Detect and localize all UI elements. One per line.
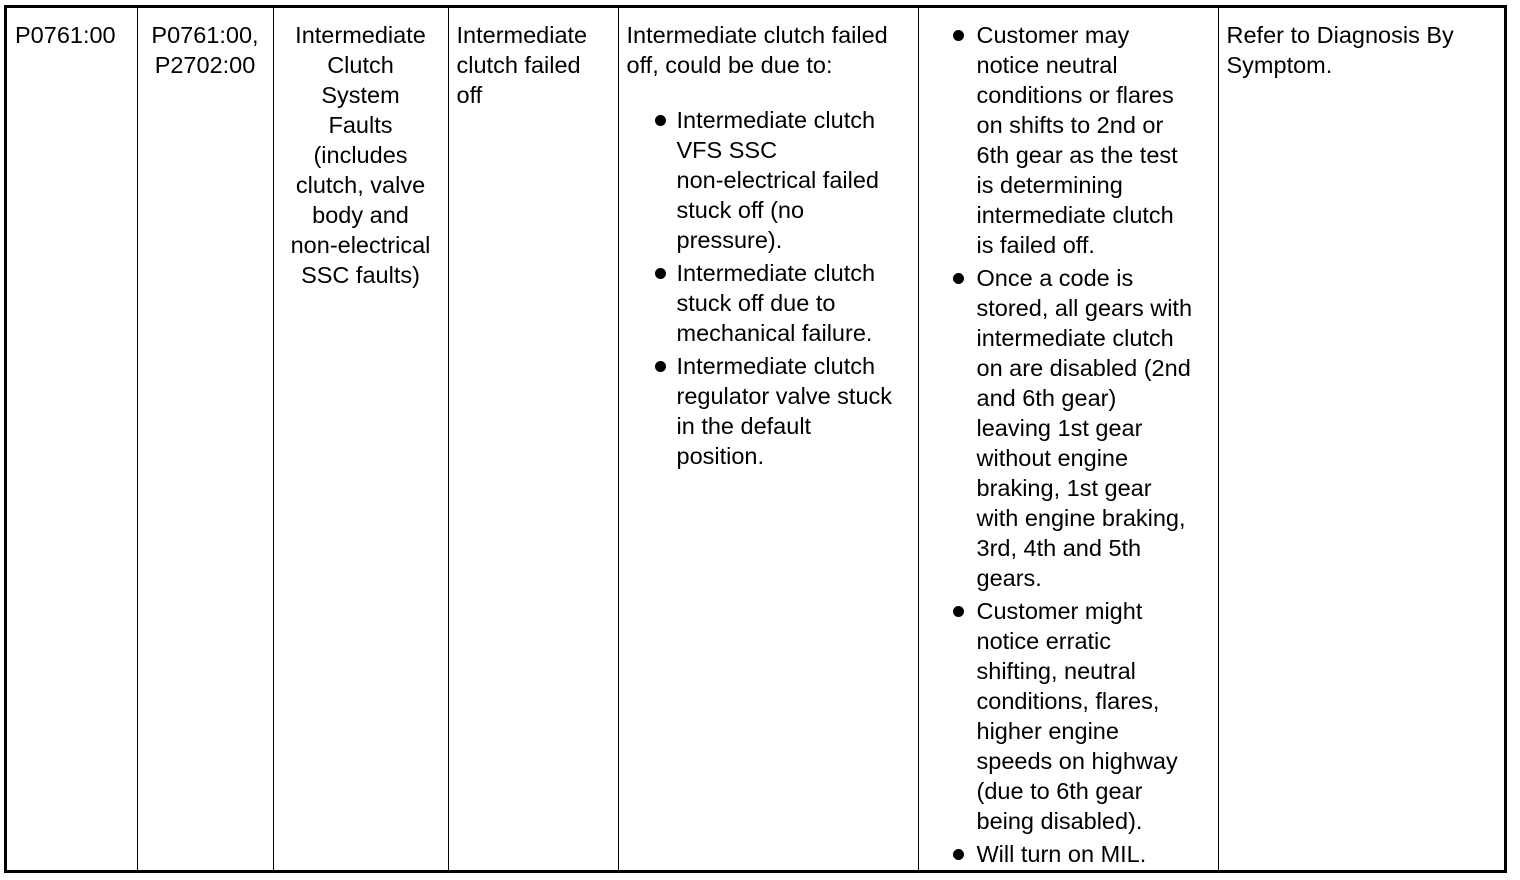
description-line: Faults (328, 112, 393, 138)
list-item: Customer may notice neutral conditions or flares on shifts to 2nd or 6th gear as the test is determining intermediate clutch is failed off. (927, 20, 1210, 260)
bullet-icon (953, 606, 964, 617)
cause-cell (618, 8, 918, 872)
list-item: Will turn on MIL. (927, 839, 1210, 869)
list-item: Intermediate clutch VFS SSC non-electrical failed stuck off (no pressure). (627, 105, 910, 255)
description-line: Clutch (327, 52, 394, 78)
condition-cell (448, 8, 618, 872)
description-line: (includes (313, 142, 408, 168)
bullet-icon (655, 268, 666, 279)
table-row (7, 8, 1504, 872)
bullet-icon (953, 30, 964, 41)
description-line: clutch, valve (295, 172, 426, 198)
list-item: Intermediate clutch stuck off due to mechanical failure. (627, 258, 910, 348)
related-code: P2702:00 (154, 52, 256, 78)
bullet-icon (953, 273, 964, 284)
action-line: Symptom. (1226, 52, 1333, 78)
description-line: Intermediate (295, 22, 426, 48)
related-codes-cell (137, 8, 273, 872)
cause-list (627, 105, 910, 471)
bullet-icon (953, 849, 964, 860)
list-item: Intermediate clutch regulator valve stuck in the default position. (627, 351, 910, 471)
symptom-cell (918, 8, 1218, 872)
list-item: Customer might notice erratic shifting, neutral conditions, flares, higher engine speeds on highway (due to 6th gear being disabled). (927, 596, 1210, 836)
cause-intro-line: off, could be due to: (626, 52, 833, 78)
list-item: Once a code is stored, all gears with intermediate clutch on are disabled (2nd and 6th gear) leaving 1st gear without engine braking, 1st gear with engine braking, 3rd, 4th and 5th gears. (927, 263, 1210, 593)
description-line: System (321, 82, 400, 108)
condition-line: off (456, 82, 483, 108)
description-line: non-electrical (290, 232, 431, 258)
bullet-icon (655, 115, 666, 126)
bullet-icon (655, 361, 666, 372)
description-line: body and (312, 202, 409, 228)
related-code: P0761:00, (151, 22, 259, 48)
description-line: SSC faults) (301, 262, 420, 288)
condition-line: clutch failed (456, 52, 581, 78)
diagnostic-table (7, 8, 1504, 872)
symptom-list (927, 20, 1210, 869)
condition-line: Intermediate (456, 22, 588, 48)
action-cell (1218, 8, 1504, 872)
cause-intro-line: Intermediate clutch failed (626, 22, 888, 48)
action-line: Refer to Diagnosis By (1226, 22, 1454, 48)
dtc-cell (7, 8, 137, 872)
dtc-code: P0761:00 (15, 22, 116, 48)
diagnostic-table-frame (4, 5, 1507, 873)
description-cell (273, 8, 448, 872)
